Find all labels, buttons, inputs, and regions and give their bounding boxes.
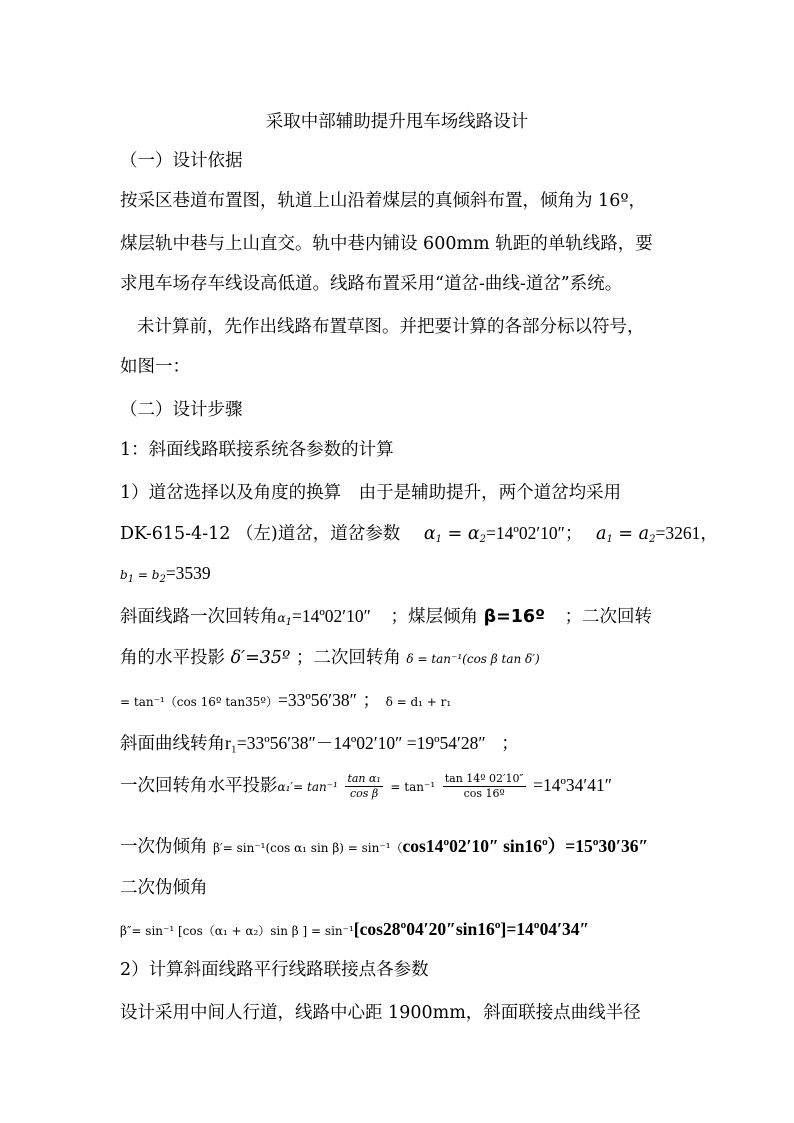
curve-angle-line	[120, 735, 519, 754]
alpha1-symbol: $\alpha_1$	[277, 611, 292, 628]
paragraph-line: 1）道岔选择以及角度的换算 由于是辅助提升，两个道岔均采用	[120, 483, 622, 503]
fake-dip-1-line	[120, 838, 648, 857]
paragraph-line: 未计算前，先作出线路布置草图。并把要计算的各部分标以符号，	[137, 317, 645, 337]
formula-mid: = tan⁻¹	[390, 779, 436, 794]
first-turn-label: 斜面线路一次回转角	[120, 607, 278, 627]
curve-angle-value: r₁=33º56′38″－14º02′10″ =19º54′28″	[225, 733, 486, 753]
first-turn-value: =14º02′10″	[291, 606, 371, 626]
b-symbols: $b_1 = b_2$	[120, 568, 166, 585]
projection-value: δ′=35º	[230, 648, 291, 668]
fraction-1: $\frac{\text{tan α₁}}{\text{cos β}}$	[347, 772, 381, 800]
seam-dip-value: β=16º	[483, 607, 545, 627]
delta-formula: δ = tan⁻¹(cos β tan δ′)	[406, 652, 540, 666]
fraction-2: $\frac{\text{tan 14º 02′10″}}{\text{cos 16º}}$	[444, 772, 524, 800]
first-projection-line	[120, 772, 612, 801]
b-params-line	[120, 565, 211, 585]
projection-label: 角的水平投影	[120, 648, 225, 668]
fake-dip-1-formula: β′= sin⁻¹(cos α₁ sin β) = sin⁻¹（	[213, 841, 403, 855]
first-projection-value: =14º34′41″	[533, 774, 613, 795]
seam-dip-label: ；煤层倾角	[390, 607, 478, 627]
first-turn-line	[120, 608, 652, 628]
alpha-symbols: $\alpha_1 = \alpha_2$	[423, 524, 487, 545]
projection-line	[120, 650, 540, 668]
b-value: =3539	[165, 563, 211, 583]
a-value: =3261，	[655, 523, 718, 543]
second-turn-angle-label: ；二次回转角	[295, 648, 401, 668]
fake-dip-2-formula: β″= sin⁻¹ [cos（α₁ + α₂）sin β ] = sin⁻¹	[120, 924, 354, 938]
section-heading-basis: （一）设计依据	[120, 151, 243, 171]
tan-calc-line	[120, 692, 451, 711]
formula-lhs: α₁′= tan⁻¹	[277, 779, 338, 794]
first-projection-label: 一次回转角水平投影	[120, 775, 278, 796]
section-heading-steps: （二）设计步骤	[120, 400, 243, 420]
paragraph-line: 煤层轨中巷与上山直交。轨中巷内铺设 600mm 轨距的单轨线路，要	[120, 234, 653, 254]
delta-value: =33º56′38″	[277, 690, 357, 710]
turnout-label: DK-615-4-12 （左)道岔，道岔参数	[120, 524, 401, 544]
paragraph-line: 按采区巷道布置图，轨道上山沿着煤层的真倾斜布置，倾角为 16º，	[120, 191, 647, 211]
paragraph-line: 设计采用中间人行道，线路中心距 1900mm，斜面联接点曲线半径	[120, 1003, 641, 1023]
curve-angle-label: 斜面曲线转角	[120, 734, 225, 754]
paragraph-line: 如图一：	[120, 357, 190, 377]
turnout-params-line	[120, 525, 718, 545]
separator: ；	[362, 691, 380, 711]
paragraph-line: 求甩车场存车线设高低道。线路布置采用“道岔-曲线-道岔”系统。	[120, 274, 623, 294]
fake-dip-2-line	[120, 921, 589, 940]
fake-dip-2-value: [cos28º04′20″sin16º]=14º04′34″	[353, 919, 590, 939]
step-heading: 1：斜面线路联接系统各参数的计算	[120, 440, 394, 460]
fake-dip-2-label: 二次伪倾角	[120, 878, 208, 898]
step-heading: 2）计算斜面线路平行线路联接点各参数	[120, 960, 429, 980]
tan-formula: = tan⁻¹（cos 16º tan35º）	[120, 695, 278, 709]
second-turn-label: ；二次回转	[564, 607, 653, 627]
fake-dip-1-value: cos14º02′10″ sin16º）=15º30′36″	[402, 836, 649, 856]
fake-dip-1-label: 一次伪倾角	[120, 837, 208, 857]
page-title: 采取中部辅助提升甩车场线路设计	[265, 112, 529, 132]
alpha-value: =14º02′10″；	[486, 523, 583, 543]
a-symbols: $a_1 = a_2$	[596, 524, 656, 545]
delta-sum-formula: δ = d₁ + r₁	[385, 695, 452, 709]
separator: ；	[501, 734, 519, 754]
